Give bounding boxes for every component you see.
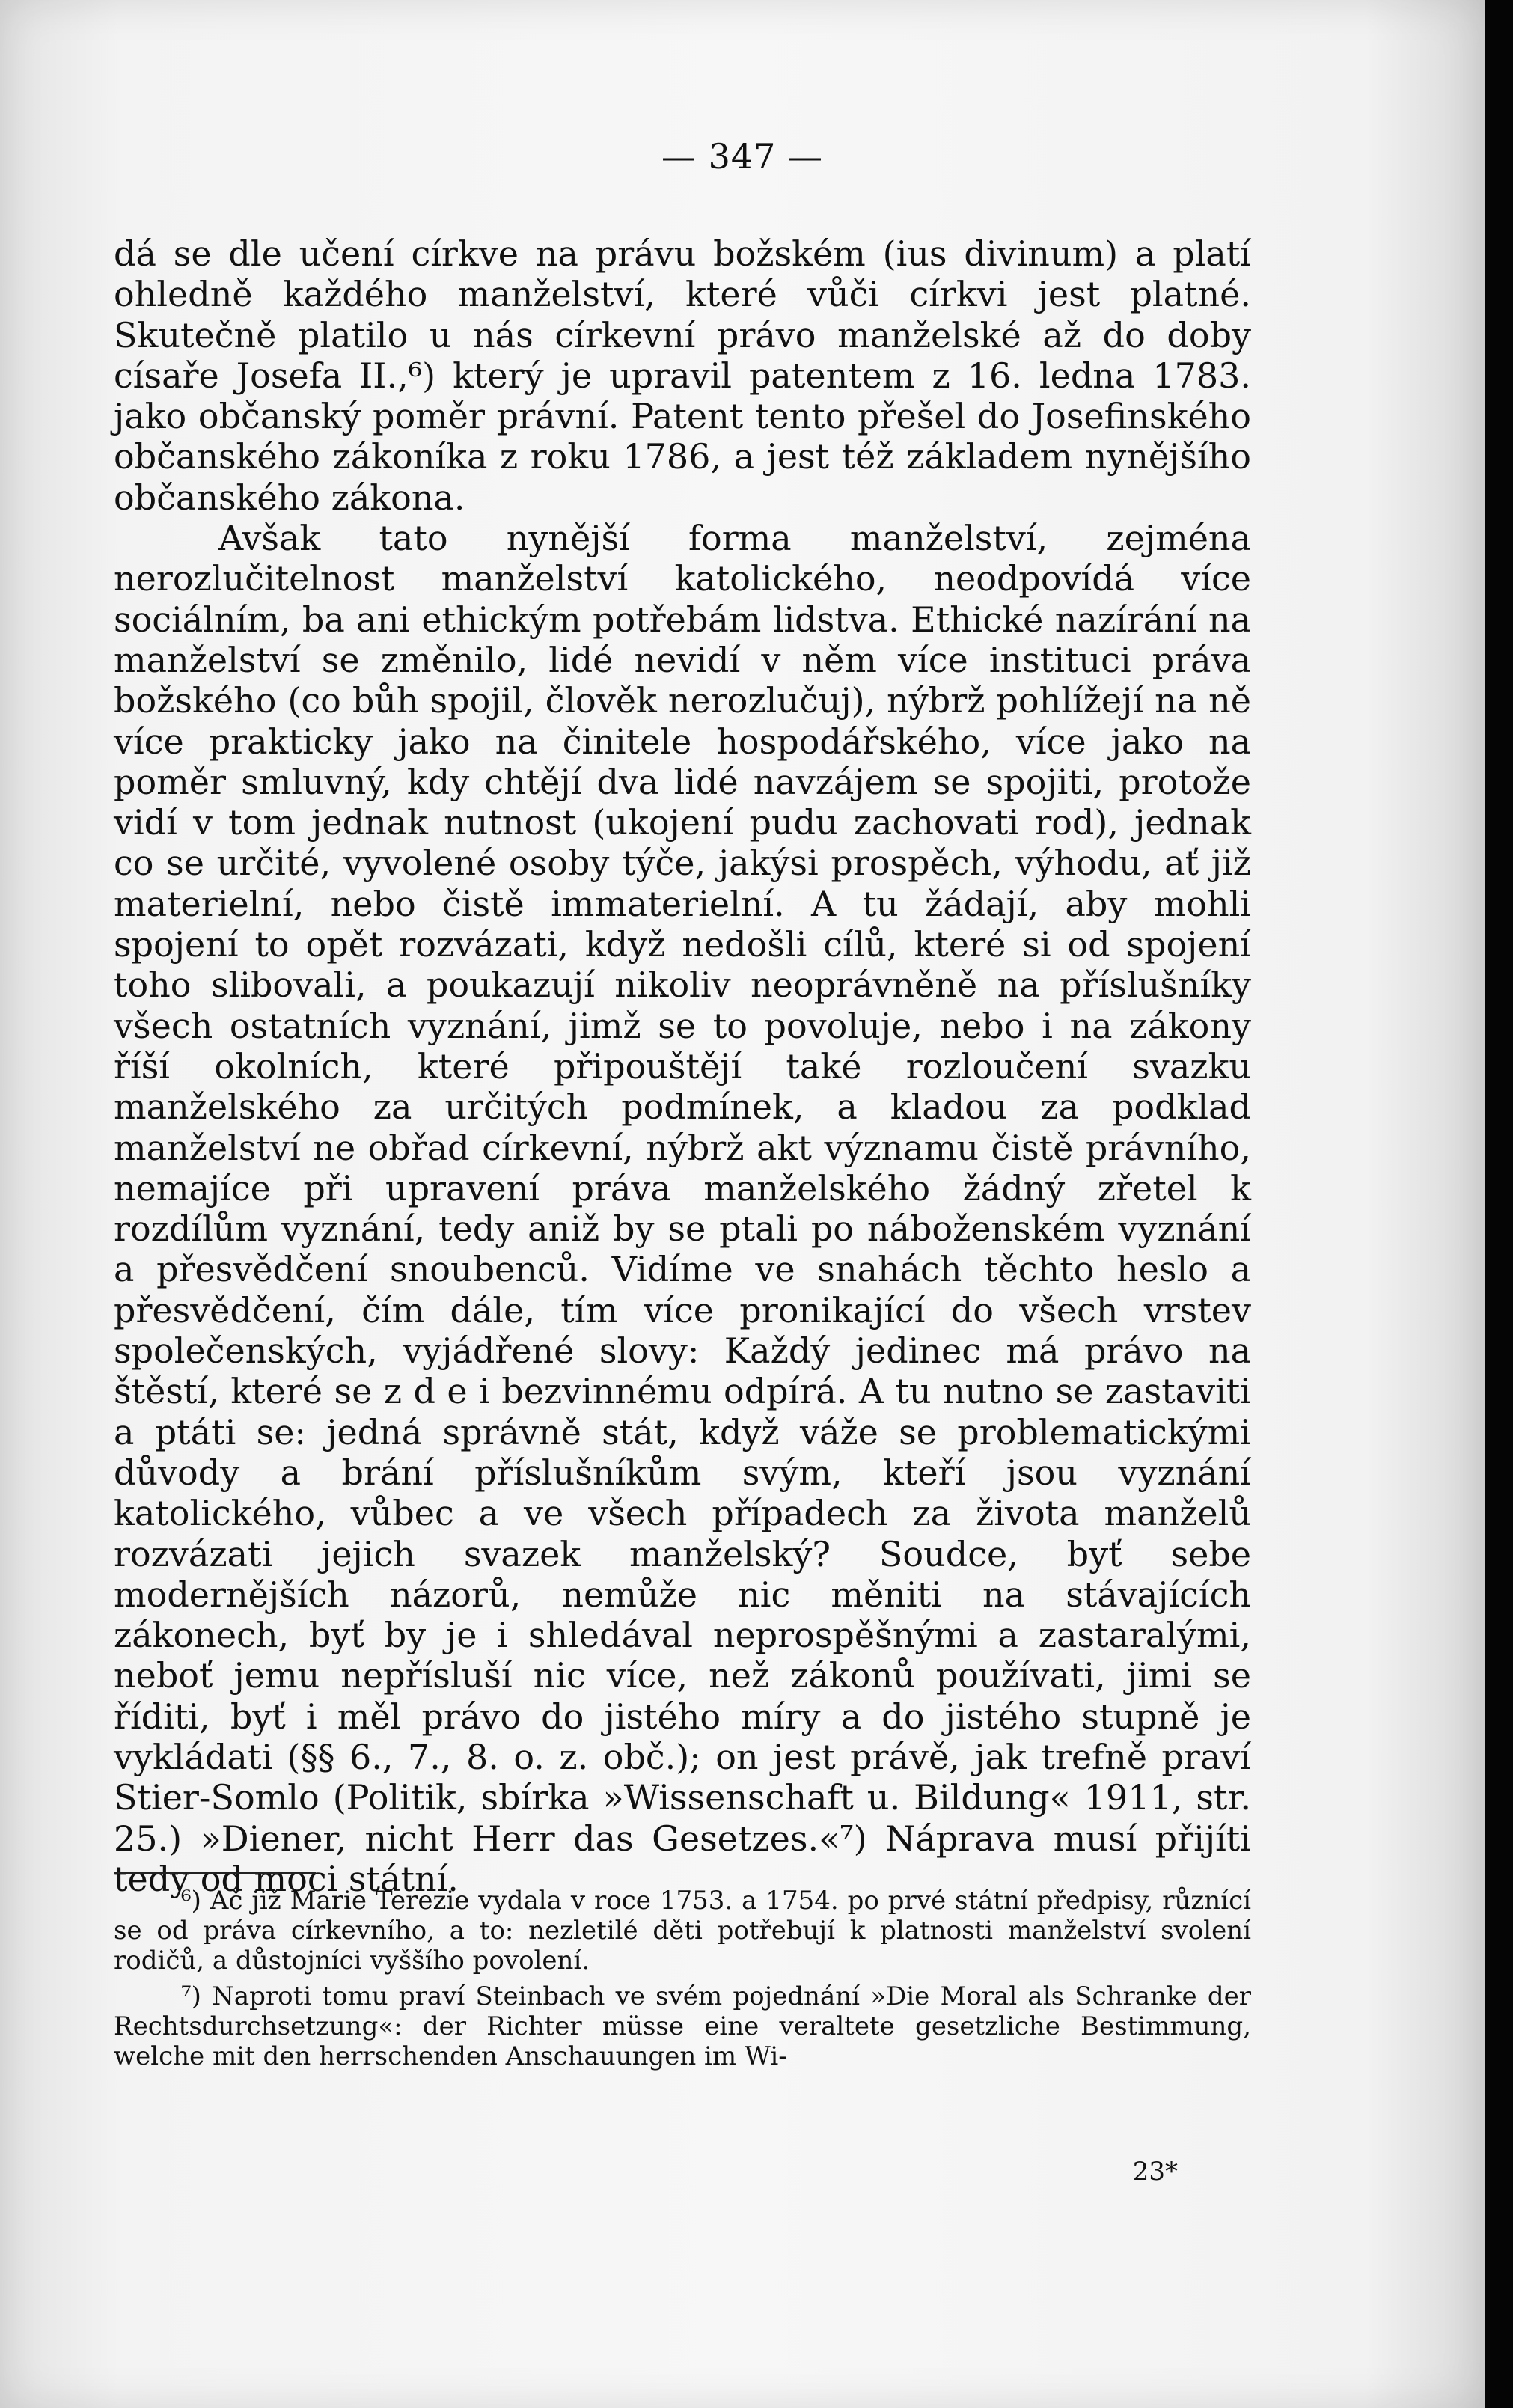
paragraph-2: Avšak tato nynější forma manželství, zejména nerozlučitelnost manželství katolického, neodpovídá více sociálním, ba ani ethickým potřebám lidstva. Ethické nazírání na manželství se změnilo, lidé nevidí v něm více instituci práva božského (co bůh spojil, člověk nerozlučuj), nýbrž pohlížejí na ně více prakticky jako na činitele hospodářského, více jako na poměr smluvný, kdy chtějí dva lidé navzájem se spojiti, protože vidí v tom jednak nutnost (ukojení pudu zachovati rod), jednak co se určité, vyvolené osoby týče, jakýsi prospěch, výhodu, ať již materielní, nebo čistě immaterielní. A tu žádají, aby mohli spojení to opět rozvázati, když nedošli cílů, které si od spojení toho slibovali, a poukazují nikoliv neoprávněně na příslušníky všech ostatních vyznání, jimž se to povoluje, nebo i na zákony říší okolních, které připouštějí také rozloučení svazku manželského za určitých podmínek, a kladou za podklad manželství ne obřad církevní, nýbrž akt významu čistě právního, nemajíce při upravení práva manželského žádný zřetel k rozdílům vyznání, tedy aniž by se ptali po náboženském vyznání a přesvědčení snoubenců. Vidíme ve snahách těchto heslo a přesvědčení, čím dále, tím více pronikající do všech vrstev společenských, vyjádřené slovy: Každý jedinec má právo na štěstí, které se z d e i bezvinnému odpírá. A tu nutno se zastaviti a ptáti se: jedná správně stát, když váže se problematickými důvody a brání příslušníkům svým, kteří jsou vyznání katolického, vůbec a ve všech případech za života manželů rozvázati jejich svazek manželský? Soudce, byť sebe modernějších názorů, nemůže nic měniti na stávajících zákonech, byť by je i shledával neprospěšnými a zastaralými, neboť jemu nepřísluší nic více, než zákonů používati, jimi se říditi, byť i měl právo do jistého míry a do jistého stupně je vykládati (§§ 6., 7., 8. o. z. obč.); on jest právě, jak trefně praví Stier-Somlo (Politik, sbírka »Wissenschaft u. Bildung« 1911, str. 25.) »Diener, nicht Herr das Gesetzes.«⁷) Náprava musí přijíti tedy od moci státní. bbox=[114, 518, 1251, 1899]
footnotes bbox=[114, 1886, 1251, 2071]
footnote-separator bbox=[114, 1872, 316, 1874]
signature-mark: 23* bbox=[1132, 2157, 1178, 2187]
footnote-6: ⁶) Ač již Marie Terezie vydala v roce 1753. a 1754. po prvé státní předpisy, různící se od práva církevního, a to: nezletilé děti potřebují k platnosti manželství svolení rodičů, a důstojníci vyššího povolení. bbox=[114, 1886, 1251, 1975]
page-number: — 347 — bbox=[661, 136, 824, 177]
paragraph-1: dá se dle učení církve na právu božském (ius divinum) a platí ohledně každého manželství, které vůči církvi jest platné. Skutečně platilo u nás církevní právo manželské až do doby císaře Josefa II.,⁶) který je upravil patentem z 16. ledna 1783. jako občanský poměr právní. Patent tento přešel do Josefinského občanského zákoníka z roku 1786, a jest též základem nynějšího občanského zákona. bbox=[114, 233, 1251, 518]
footnote-7: ⁷) Naproti tomu praví Steinbach ve svém pojednání »Die Moral als Schranke der Rechtsdurchsetzung«: der Richter müsse eine veraltete gesetzliche Bestimmung, welche mit den herrschenden Anschauungen im Wi- bbox=[114, 1981, 1251, 2071]
main-text bbox=[114, 233, 1251, 1899]
scan-border bbox=[1485, 0, 1513, 2408]
